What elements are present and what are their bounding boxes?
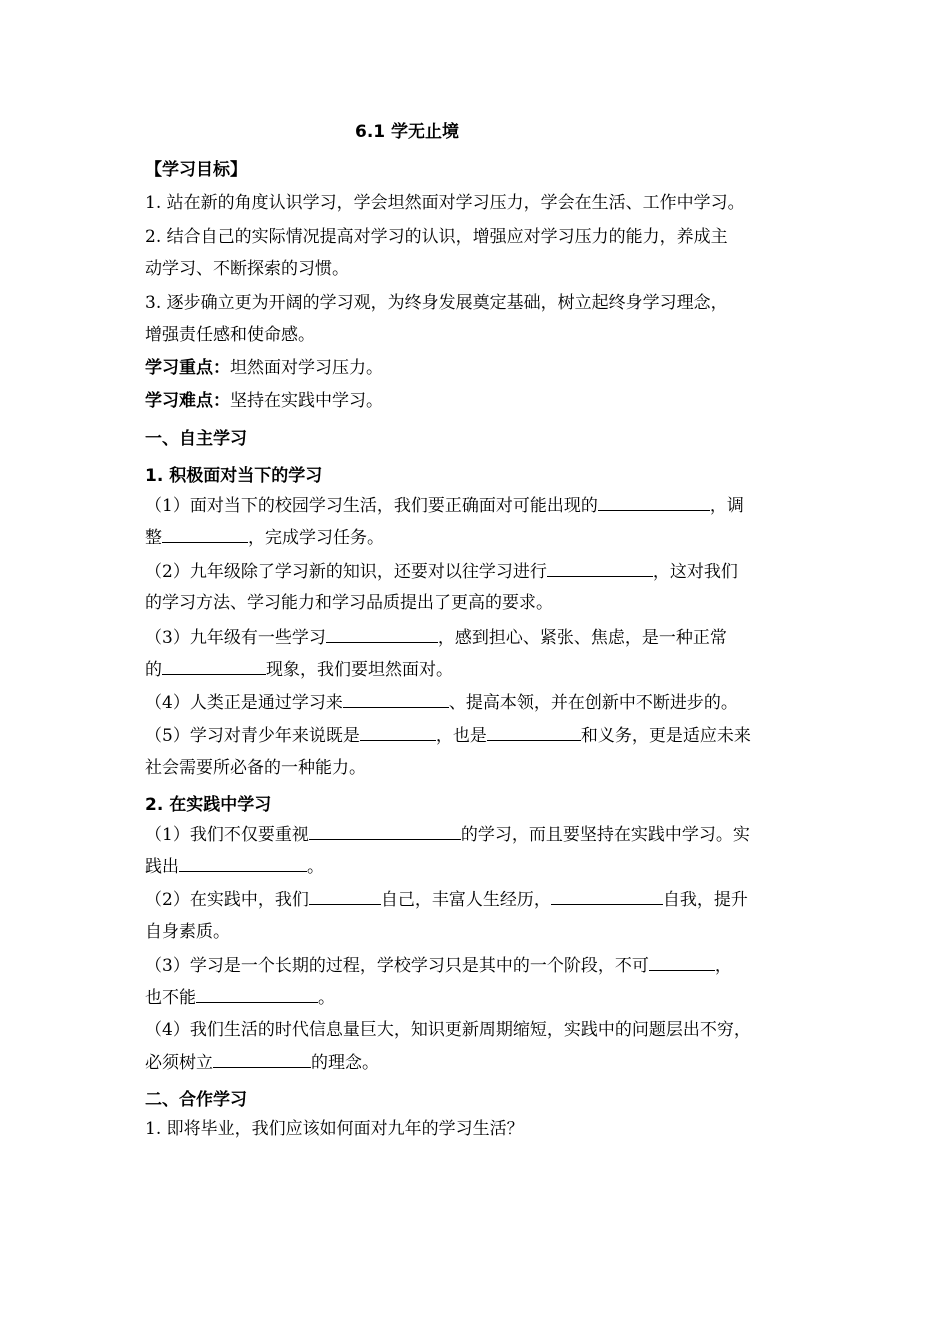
answer-blank[interactable] [487,724,581,741]
objective-2-line-2: 动学习、不断探索的习惯。 [145,259,349,279]
s1-q5-text-c: 和义务，更是适应未来 [580,726,751,746]
s2-q3-text-c: 也不能 [145,988,196,1008]
answer-blank[interactable] [343,691,449,708]
objectives-heading: 【学习目标】 [145,160,247,180]
answer-blank[interactable] [551,888,663,905]
answer-blank[interactable] [162,658,266,675]
s2-q2-text-b: 自己，丰富人生经历， [380,890,551,910]
answer-blank[interactable] [162,526,248,543]
key-point-text: 坦然面对学习压力。 [230,358,383,378]
answer-blank[interactable] [326,626,438,643]
page-title: 6.1 学无止境 [355,122,460,142]
answer-blank[interactable] [547,560,653,577]
coop-question-1: 1. 即将毕业，我们应该如何面对九年的学习生活？ [145,1119,524,1139]
difficulty-label: 学习难点： [145,391,230,411]
objective-2-line-1: 2. 结合自己的实际情况提高对学习的认识，增强应对学习压力的能力，养成主 [145,227,728,247]
s1-q4 [145,691,738,714]
s2-q4-line-1: （4）我们生活的时代信息量巨大，知识更新周期缩短，实践中的问题层出不穷， [145,1020,751,1040]
answer-blank[interactable] [360,724,436,741]
answer-blank[interactable] [179,855,307,872]
s1-q5-line-2: 社会需要所必备的一种能力。 [145,758,366,778]
s2-q1-text-d: 。 [307,857,324,877]
s2-q4-line-2 [145,1051,379,1074]
s2-q2-text-a: （2）在实践中，我们 [145,890,309,910]
answer-blank[interactable] [213,1051,311,1068]
s1-q2-line-2: 的学习方法、学习能力和学习品质提出了更高的要求。 [145,593,553,613]
s1-q3-text-c: 的 [145,660,162,680]
s1-q3-line-1 [145,626,727,649]
s1-q3-text-d: 现象，我们要坦然面对。 [266,660,453,680]
s2-q1-text-c: 践出 [145,857,179,877]
s1-q1-text-b: ，调 [709,496,744,516]
s1-q2-line-1 [145,560,738,583]
section1-heading: 1. 积极面对当下的学习 [145,466,323,486]
s2-q3-text-a: （3）学习是一个长期的过程，学校学习只是其中的一个阶段，不可 [145,956,649,976]
s2-q2-line-2: 自身素质。 [145,922,230,942]
part2-heading: 二、合作学习 [145,1090,247,1110]
s1-q5-line-1 [145,724,751,747]
s2-q3-text-d: 。 [318,988,335,1008]
s1-q4-text-a: （4）人类正是通过学习来 [145,693,343,713]
s2-q1-line-1 [145,823,750,846]
difficulty-text: 坚持在实践中学习。 [230,391,383,411]
key-point [145,357,383,379]
answer-blank[interactable] [309,823,461,840]
s2-q2-line-1 [145,888,748,911]
answer-blank[interactable] [196,986,318,1003]
s2-q1-text-a: （1）我们不仅要重视 [145,825,309,845]
s1-q3-line-2 [145,658,453,681]
s1-q1-text-d: ，完成学习任务。 [248,528,384,548]
s2-q3-line-2 [145,986,335,1009]
answer-blank[interactable] [309,888,381,905]
objective-1: 1. 站在新的角度认识学习，学会坦然面对学习压力，学会在生活、工作中学习。 [145,193,745,213]
s1-q1-line-2 [145,526,384,549]
answer-blank[interactable] [649,954,715,971]
key-point-label: 学习重点： [145,358,230,378]
section2-heading: 2. 在实践中学习 [145,795,272,815]
s2-q3-line-1 [145,954,732,977]
s1-q3-text-b: ，感到担心、紧张、焦虑，是一种正常 [437,628,727,648]
s2-q4-text-b: 的理念。 [311,1053,379,1073]
s1-q1-text-a: （1）面对当下的校园学习生活，我们要正确面对可能出现的 [145,496,598,516]
part1-heading: 一、自主学习 [145,429,247,449]
s2-q3-text-b: ， [714,956,732,976]
s1-q3-text-a: （3）九年级有一些学习 [145,628,326,648]
answer-blank[interactable] [598,494,710,511]
s2-q4-text-a: 必须树立 [145,1053,213,1073]
s1-q1-line-1 [145,494,744,517]
s1-q5-text-b: ，也是 [435,726,487,746]
s1-q5-text-a: （5）学习对青少年来说既是 [145,726,360,746]
s1-q2-text-a: （2）九年级除了学习新的知识，还要对以往学习进行 [145,562,547,582]
s1-q2-text-b: ，这对我们 [652,562,738,582]
s2-q2-text-c: 自我，提升 [662,890,748,910]
s1-q1-text-c: 整 [145,528,162,548]
objective-3-line-1: 3. 逐步确立更为开阔的学习观，为终身发展奠定基础，树立起终身学习理念， [145,293,728,313]
s1-q4-text-b: 、提高本领，并在创新中不断进步的。 [448,693,738,713]
s2-q1-text-b: 的学习，而且要坚持在实践中学习。实 [460,825,750,845]
difficulty-point [145,390,383,412]
s2-q1-line-2 [145,855,324,878]
objective-3-line-2: 增强责任感和使命感。 [145,325,315,345]
